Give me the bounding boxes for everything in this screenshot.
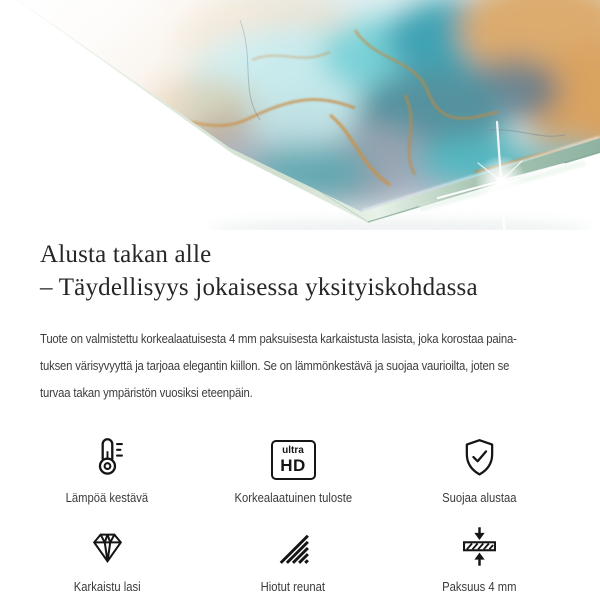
ultra-hd-top-text: ultra <box>282 445 304 456</box>
glass-panel-illustration <box>0 0 600 230</box>
page-title-line-2: – Täydellisyys jokaisessa yksityiskohdassa <box>40 274 478 301</box>
feature-thickness <box>386 521 572 594</box>
feature-high-quality-print <box>200 432 386 505</box>
description-line: tuksen värisyvyyttä ja tarjoaa elegantin kiillon. Se on lämmönkestävä ja suojaa vaurioilta, joten se <box>40 358 510 373</box>
feature-label: Korkealaatuinen tuloste <box>234 491 352 505</box>
ultra-hd-icon <box>271 440 316 480</box>
thickness-icon <box>457 524 502 569</box>
feature-label: Hiotut reunat <box>260 580 326 594</box>
feature-label: Karkaistu lasi <box>73 580 141 594</box>
description-line: turvaa takan ympäristön vuosiksi eteenpäin. <box>40 385 253 400</box>
feature-label: Suojaa alustaa <box>441 491 517 505</box>
feature-label: Paksuus 4 mm <box>441 580 517 594</box>
shield-check-icon <box>457 435 502 480</box>
feature-polished-edges <box>200 521 386 594</box>
description-line: Tuote on valmistettu korkealaatuisesta 4 mm paksuisesta karkaistusta lasista, joka korostaa paina- <box>40 331 517 346</box>
hero-product-image <box>0 0 600 230</box>
feature-label: Lämpöä kestävä <box>65 491 149 505</box>
feature-tempered-glass <box>14 521 200 594</box>
diamond-icon <box>84 525 131 569</box>
product-description <box>40 325 516 406</box>
feature-protects-base <box>386 432 572 505</box>
page-title <box>40 238 560 304</box>
ultra-hd-bottom-text: HD <box>280 456 306 475</box>
feature-grid <box>14 432 572 594</box>
panel-shadow <box>210 219 590 230</box>
thermometer-icon <box>84 434 130 480</box>
polished-edges-icon <box>272 527 314 569</box>
page-title-line-1: Alusta takan alle <box>40 241 212 268</box>
feature-heat-resistant <box>14 432 200 505</box>
